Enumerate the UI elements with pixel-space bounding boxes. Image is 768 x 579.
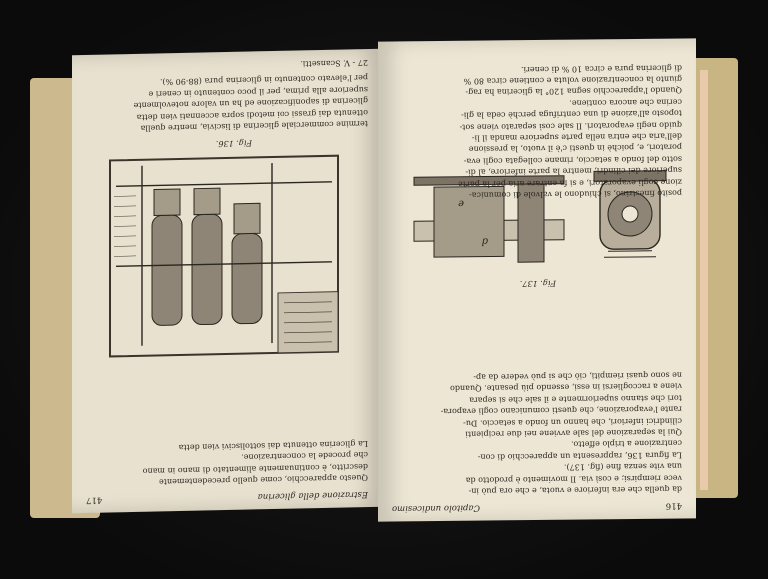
right-page-title: Capitolo undicesimo [392, 502, 480, 514]
evaporator-engraving [106, 152, 342, 387]
text-line: viene a raccogliersi in essi, essendo più pesante. Quando [450, 381, 682, 394]
left-page [72, 49, 382, 513]
right-figure-caption: Fig. 137. [519, 278, 556, 289]
text-line: che procede la concentrazione. [241, 450, 368, 462]
left-top-text [86, 437, 368, 489]
text-line: quido negli evaporatori. Il sale così separato viene sot- [459, 120, 682, 132]
text-line: Questo apparecchio, come quello precedentemente [159, 473, 368, 487]
text-line: da quella che era inferiore e vuota, e che ora può in- [468, 484, 682, 496]
text-line: giunto la concentrazione voluta e contiene circa 80 % [463, 74, 682, 86]
right-page-header [392, 500, 682, 513]
text-line: posito finestrino, si chiudono le valvole di comunica- [469, 188, 682, 200]
left-figure-caption: Fig. 136. [215, 138, 252, 149]
text-line: ottenuta dai grassi coi metodi sopra accennati vien detta [136, 107, 368, 122]
svg-text:d: d [481, 235, 488, 247]
text-line: per l'elevato contenuto in glicerina pura (88-90 %). [159, 73, 368, 87]
text-line: La figura 136, rappresenta un apparecchio di con- [477, 450, 682, 462]
right-top-text [392, 369, 682, 498]
text-line: dell'aria che entra nella parte superiore manda il li- [471, 131, 682, 143]
left-page-number: 417 [86, 494, 103, 505]
text-line: Qui la separazione del sale avviene nei due recipienti [465, 427, 682, 439]
left-page-title: Estrazione della glicerina [257, 489, 368, 502]
text-line: ne sono quasi riempiti, ciò che si può vedere da ap- [473, 370, 682, 382]
left-page-footer: 27 - V. Scansetti. [300, 58, 368, 69]
right-page [378, 38, 696, 521]
right-page-number: 416 [665, 500, 682, 511]
text-line: superiore alla prima, per il poco contenuto in ceneri e [148, 84, 368, 99]
text-line: una vite senza fine (fig. 137). [563, 461, 682, 472]
text-line: La glicerina ottenuta dai sottoliscivi vien detta [178, 438, 368, 452]
text-line: poratori, e, poichè in questi c'è il vuoto, la pressione [468, 142, 682, 155]
left-page-rotated [72, 49, 382, 513]
text-line: descritto, è continuamente alimentato di mano in mano [142, 461, 368, 476]
right-page-rotated [378, 38, 696, 521]
left-page-header [86, 489, 368, 505]
left-bottom-text [86, 72, 368, 135]
text-line: Quando l'apparecchio segna 120° la glicerina ha rag- [465, 85, 682, 98]
text-line: cerina che ancora contiene. [569, 97, 682, 108]
text-line: rante l'evaporazione, che questi comunicano cogli evapora- [440, 404, 682, 417]
text-line: toposto all'azione di una centrifuga perchè ceda la gli- [461, 108, 682, 120]
text-line: sotto del fondo a setaccio, rimane collegata cogli eva- [463, 154, 682, 166]
text-line: cilindrici inferiori, che hanno un fondo a setaccio. Du- [463, 416, 682, 428]
text-line: superiore dei cilindri, mentre la parte inferiore, al di- [465, 165, 682, 177]
text-line: di glicerina pura e circa 10 % di ceneri. [521, 63, 682, 74]
right-bottom-text [392, 62, 682, 202]
svg-text:e: e [458, 197, 464, 209]
text-line: vece riempirsi; e così via. Il movimento è prodotto da [465, 473, 682, 485]
page-edges [700, 70, 708, 490]
text-line: centrazione a triplo effetto. [571, 438, 682, 450]
text-line: tori che stanno superiormente e il sale che si separa [469, 393, 682, 405]
text-line: zione cogli evaporatori, e si fa entrare aria per la parte [458, 177, 682, 189]
text-line: glicerina di saponificazione ed ha un valore notevolmente [133, 96, 368, 111]
book-cover-right [690, 58, 738, 498]
text-line: termine commerciale glicerina di liscivia, mentre quella [140, 119, 368, 133]
